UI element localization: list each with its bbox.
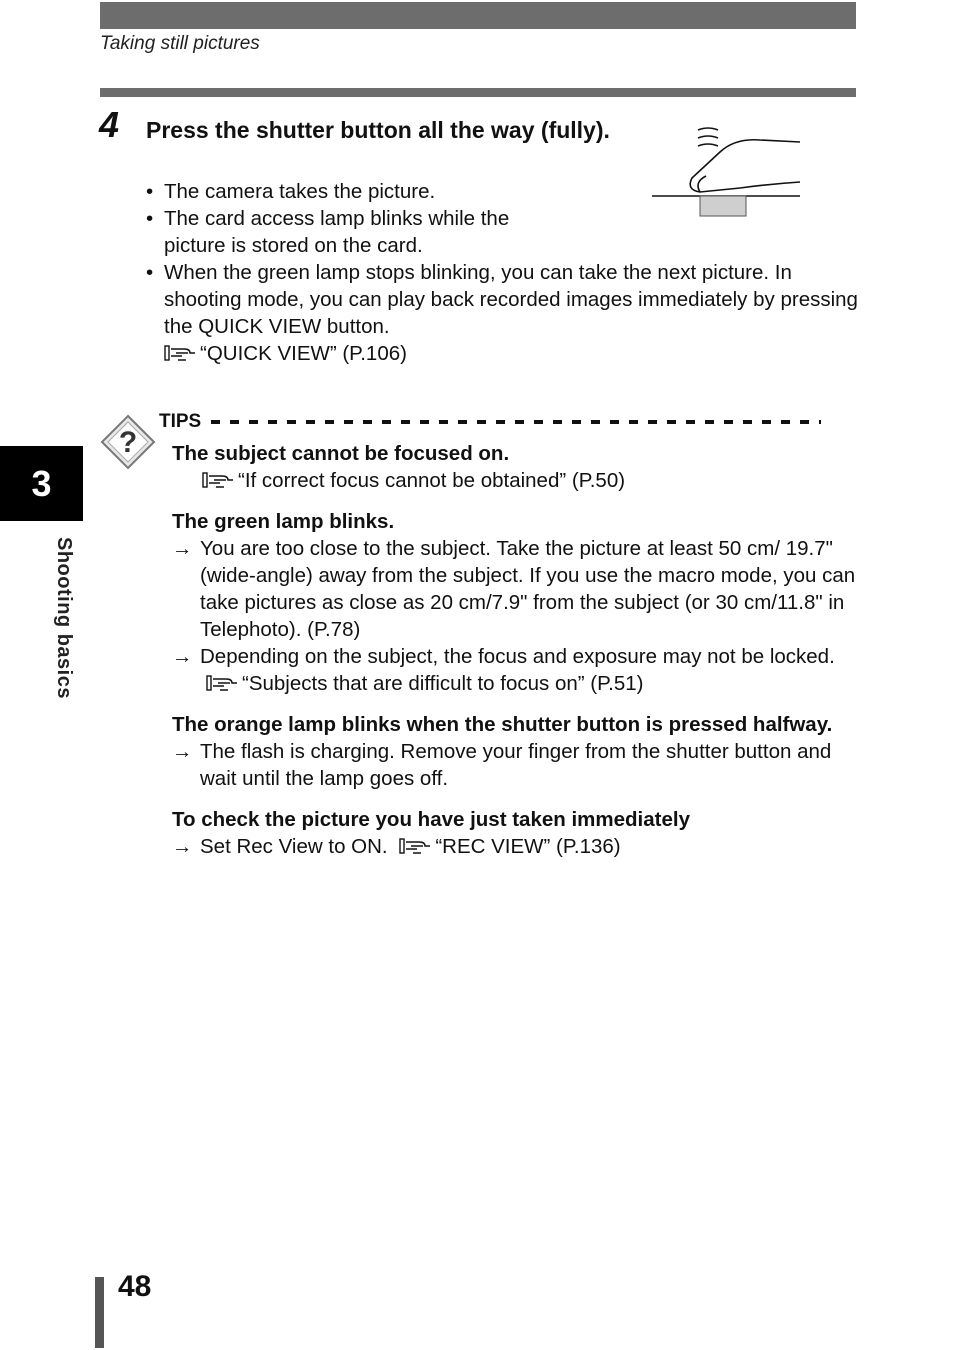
- arrow-icon: →: [172, 835, 193, 858]
- tips-divider: [211, 420, 821, 424]
- step-number: 4: [99, 104, 120, 145]
- arrow-icon: →: [172, 740, 193, 763]
- list-item: • When the green lamp stops blinking, you can take the next picture. In shooting mode, you can play back recorded images immediately by pressing the QUICK VIEW button.: [146, 261, 858, 338]
- tip-line: → Depending on the subject, the focus and exposure may not be locked. “Subjects that are difficult to focus on” (P.51): [172, 645, 835, 695]
- tips-label: TIPS: [159, 411, 202, 432]
- svg-text:?: ?: [118, 426, 138, 459]
- tip-line: → Set Rec View to ON. “REC VIEW” (P.136): [172, 835, 621, 858]
- tip-reference: “If correct focus cannot be obtained” (P.50): [172, 467, 862, 494]
- tip-item: [172, 440, 862, 494]
- tip-line: → The flash is charging. Remove your finger from the shutter button and wait until the lamp goes off.: [172, 740, 832, 790]
- tip-heading: To check the picture you have just taken immediately: [172, 808, 690, 831]
- tip-line: → You are too close to the subject. Take the picture at least 50 cm/ 19.7" (wide-angle) away from the subject. If you use the macro mode, you can take pictures as close as 20 cm/7.9" from the subject (or 30 cm/11.8" in Telephoto). (P.78): [172, 537, 856, 641]
- arrow-icon: →: [172, 537, 193, 560]
- page-number: 48: [118, 1270, 152, 1303]
- tip-heading: The subject cannot be focused on.: [172, 442, 510, 465]
- page-reference-icon: [164, 343, 198, 363]
- tip-item: [172, 806, 862, 860]
- page-reference-icon: [206, 673, 240, 693]
- tip-item: [172, 711, 862, 792]
- tip-heading: The orange lamp blinks when the shutter button is pressed halfway.: [172, 713, 833, 736]
- step-title: Press the shutter button all the way (fully).: [146, 117, 610, 143]
- header-bar: [100, 2, 856, 29]
- header-rule: [100, 88, 856, 97]
- section-title: Taking still pictures: [100, 33, 260, 54]
- page-reference-icon: [202, 470, 236, 490]
- tips-body: [172, 440, 862, 874]
- step-reference: “QUICK VIEW” (P.106): [146, 340, 858, 367]
- page-number-bar: [95, 1277, 104, 1348]
- chapter-tab: 3: [0, 446, 83, 521]
- list-item: • The card access lamp blinks while the picture is stored on the card.: [146, 207, 510, 257]
- page-reference-icon: [399, 836, 433, 856]
- tip-heading: The green lamp blinks.: [172, 510, 395, 533]
- list-item: • The camera takes the picture.: [146, 180, 436, 203]
- question-mark-icon: [100, 414, 156, 470]
- chapter-title: Shooting basics: [53, 537, 75, 699]
- tip-item: [172, 508, 862, 697]
- arrow-icon: →: [172, 645, 193, 668]
- step-bullet-list: [146, 178, 858, 367]
